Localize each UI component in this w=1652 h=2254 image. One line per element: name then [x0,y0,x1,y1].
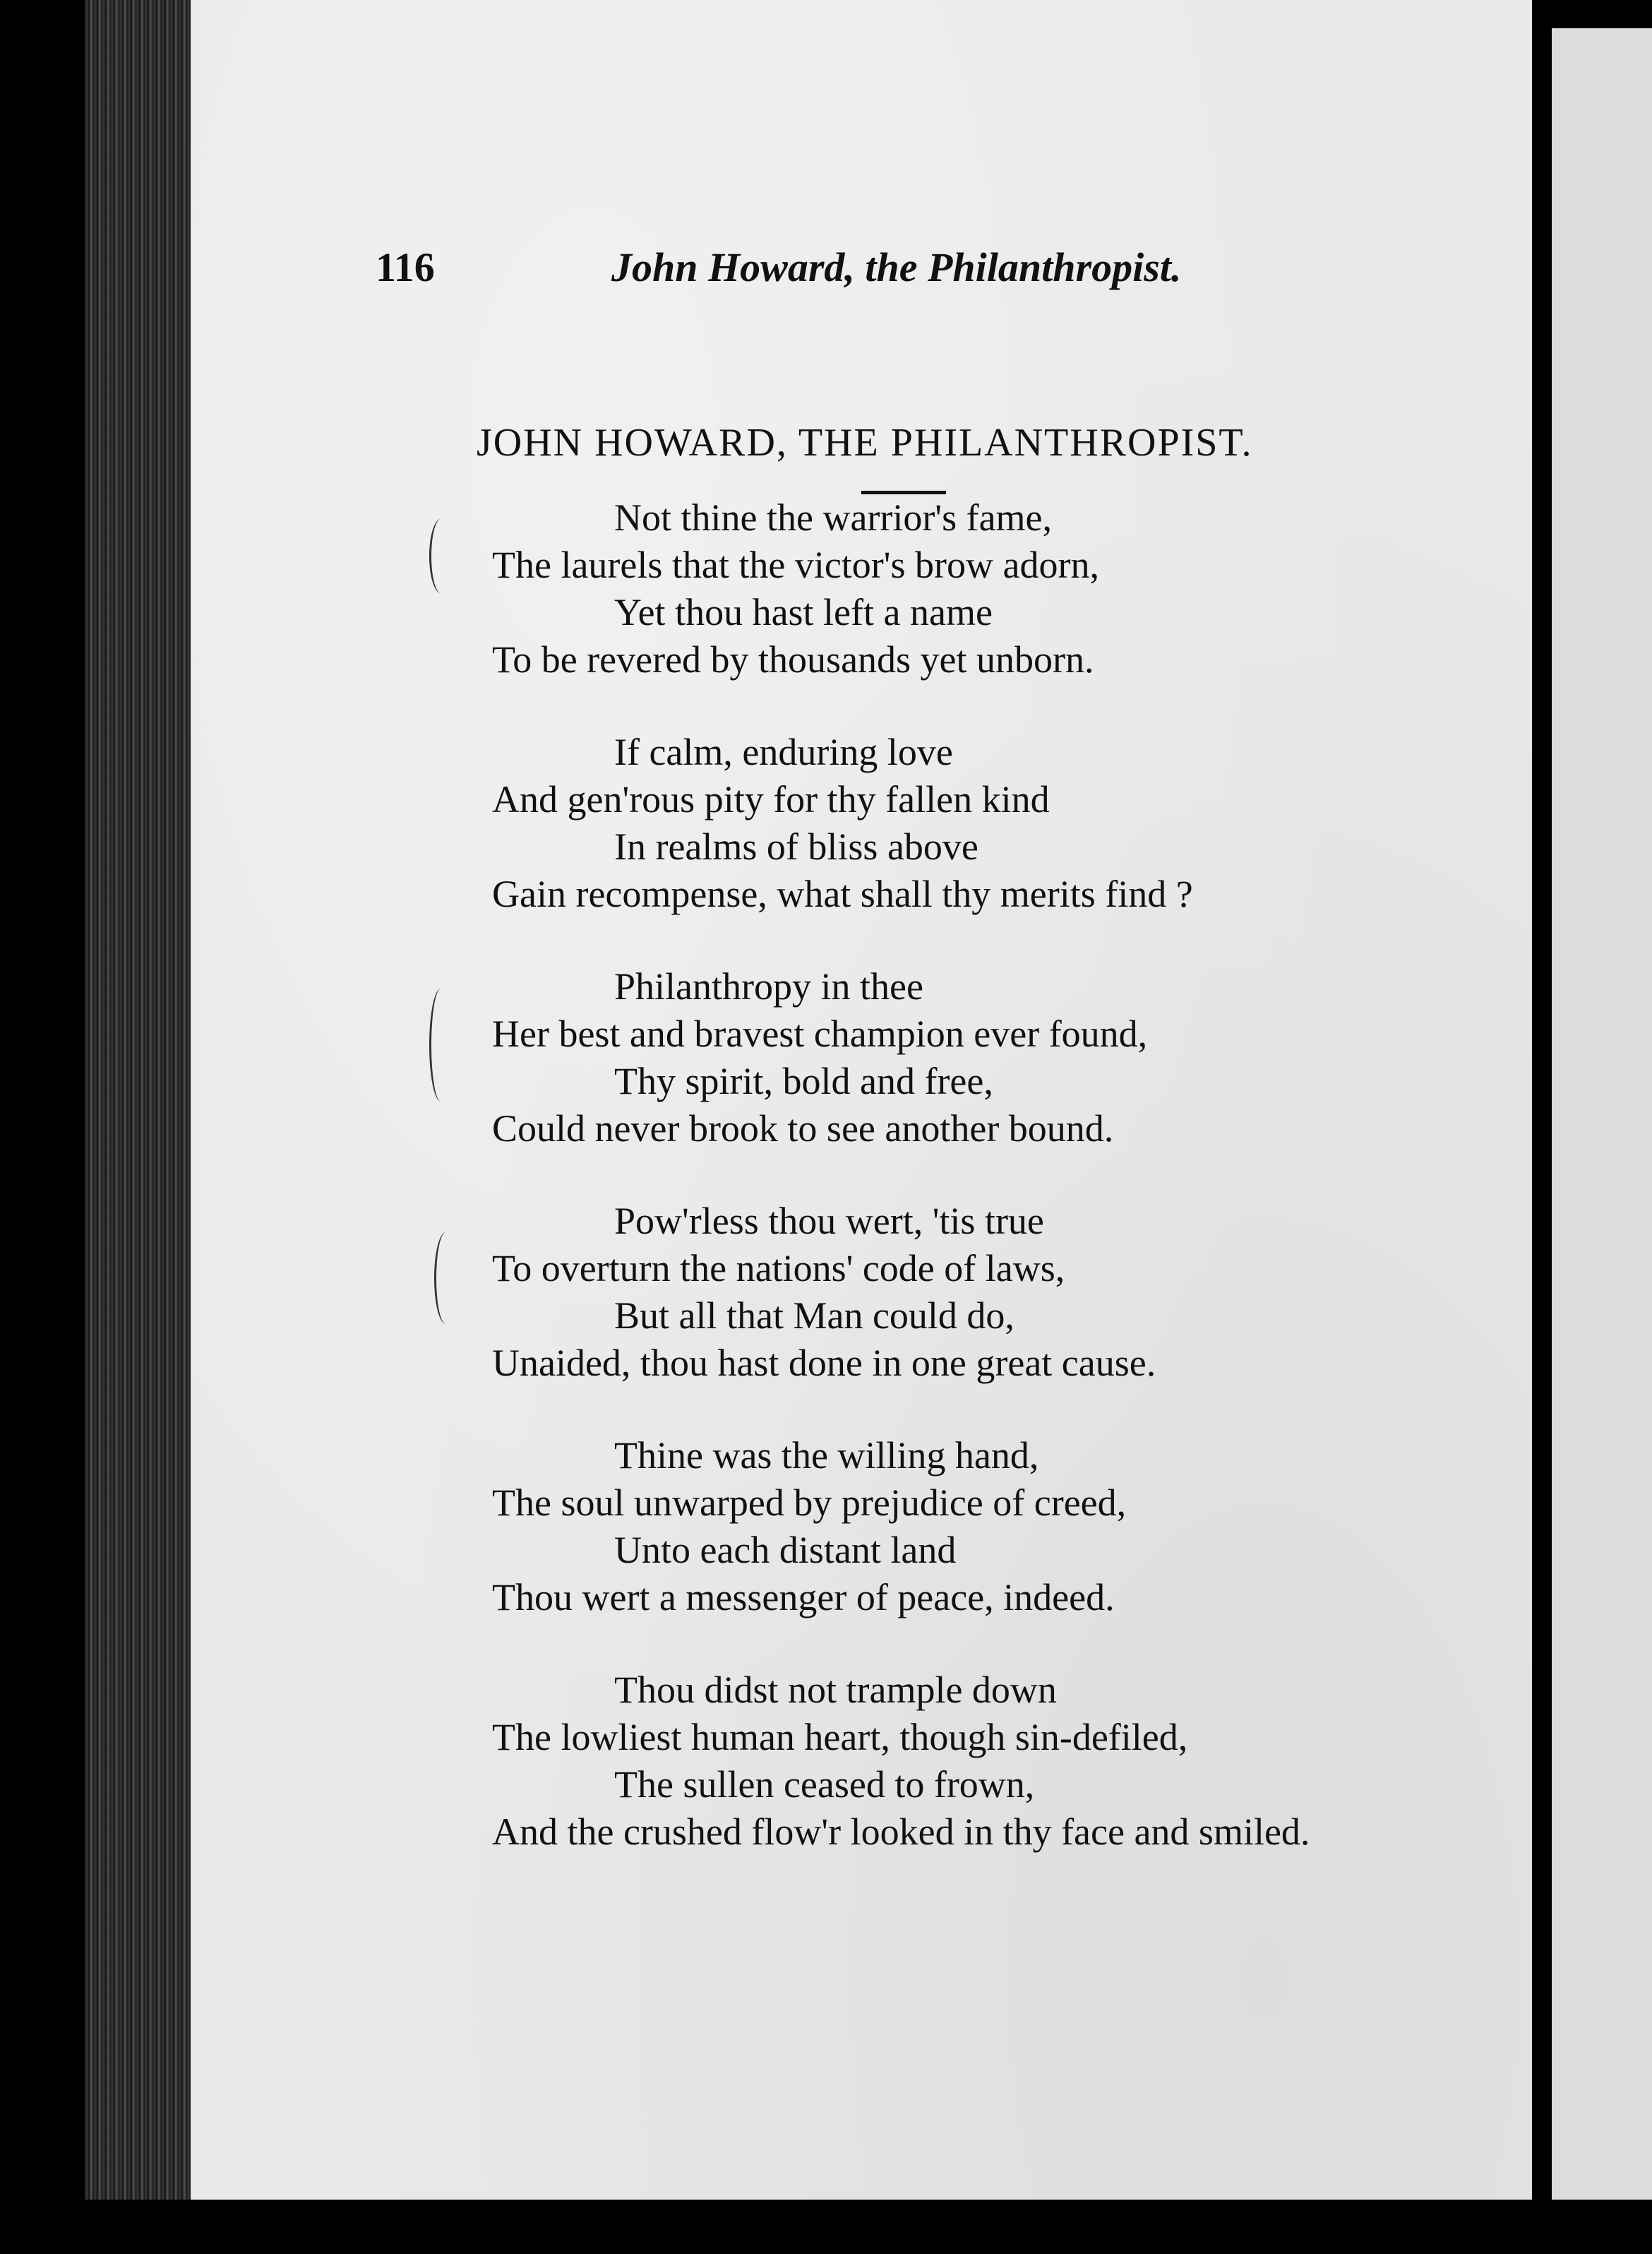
running-head [191,244,1532,300]
book-gutter [85,0,191,2203]
poem-line: The sullen ceased to frown, [614,1763,1035,1806]
poem-line: Unto each distant land [614,1529,957,1571]
poem-line: Unaided, thou hast done in one great cause. [492,1342,1156,1384]
poem-line: Not thine the warrior's fame, [614,496,1053,539]
poem-body [191,494,1532,1901]
adjacent-page-edge [1552,28,1652,2203]
poem-line: Thou wert a messenger of peace, indeed. [492,1576,1115,1618]
stanza [191,963,1532,1152]
poem-line: Thou didst not trample down [614,1669,1057,1711]
poem-line: The lowliest human heart, though sin-defiled, [492,1716,1188,1758]
poem-line: And gen'rous pity for thy fallen kind [492,778,1050,821]
poem-line: In realms of bliss above [614,825,978,868]
bottom-scan-edge [0,2200,1652,2254]
stanza [191,1198,1532,1387]
poem-line: The soul unwarped by prejudice of creed, [492,1481,1127,1524]
poem-line: To be revered by thousands yet unborn. [492,638,1094,681]
poem-line: And the crushed flow'r looked in thy face and smiled. [492,1811,1310,1853]
poem-line: Thy spirit, bold and free, [614,1060,993,1102]
poem-line: Yet thou hast left a name [614,591,993,633]
poem-title: JOHN HOWARD, THE PHILANTHROPIST. [477,421,1253,465]
poem-line: The laurels that the victor's brow adorn, [492,544,1099,586]
poem-line: Gain recompense, what shall thy merits find ? [492,873,1193,915]
poem-line: Pow'rless thou wert, 'tis true [614,1200,1044,1242]
book-page [191,0,1532,2200]
poem-line: Thine was the willing hand, [614,1434,1039,1477]
stanza [191,1666,1532,1856]
poem-line: Could never brook to see another bound. [492,1107,1114,1150]
running-title: John Howard, the Philanthropist. [611,244,1182,290]
book-spine-shadow [1532,0,1552,2254]
poem-line: Philanthropy in thee [614,965,923,1008]
poem-line: If calm, enduring love [614,731,953,773]
poem-line: But all that Man could do, [614,1294,1014,1337]
poem-line: To overturn the nations' code of laws, [492,1247,1065,1289]
stanza [191,494,1532,684]
stanza [191,729,1532,918]
stanza [191,1432,1532,1621]
poem-line: Her best and bravest champion ever found, [492,1013,1148,1055]
page-number: 116 [376,244,435,290]
